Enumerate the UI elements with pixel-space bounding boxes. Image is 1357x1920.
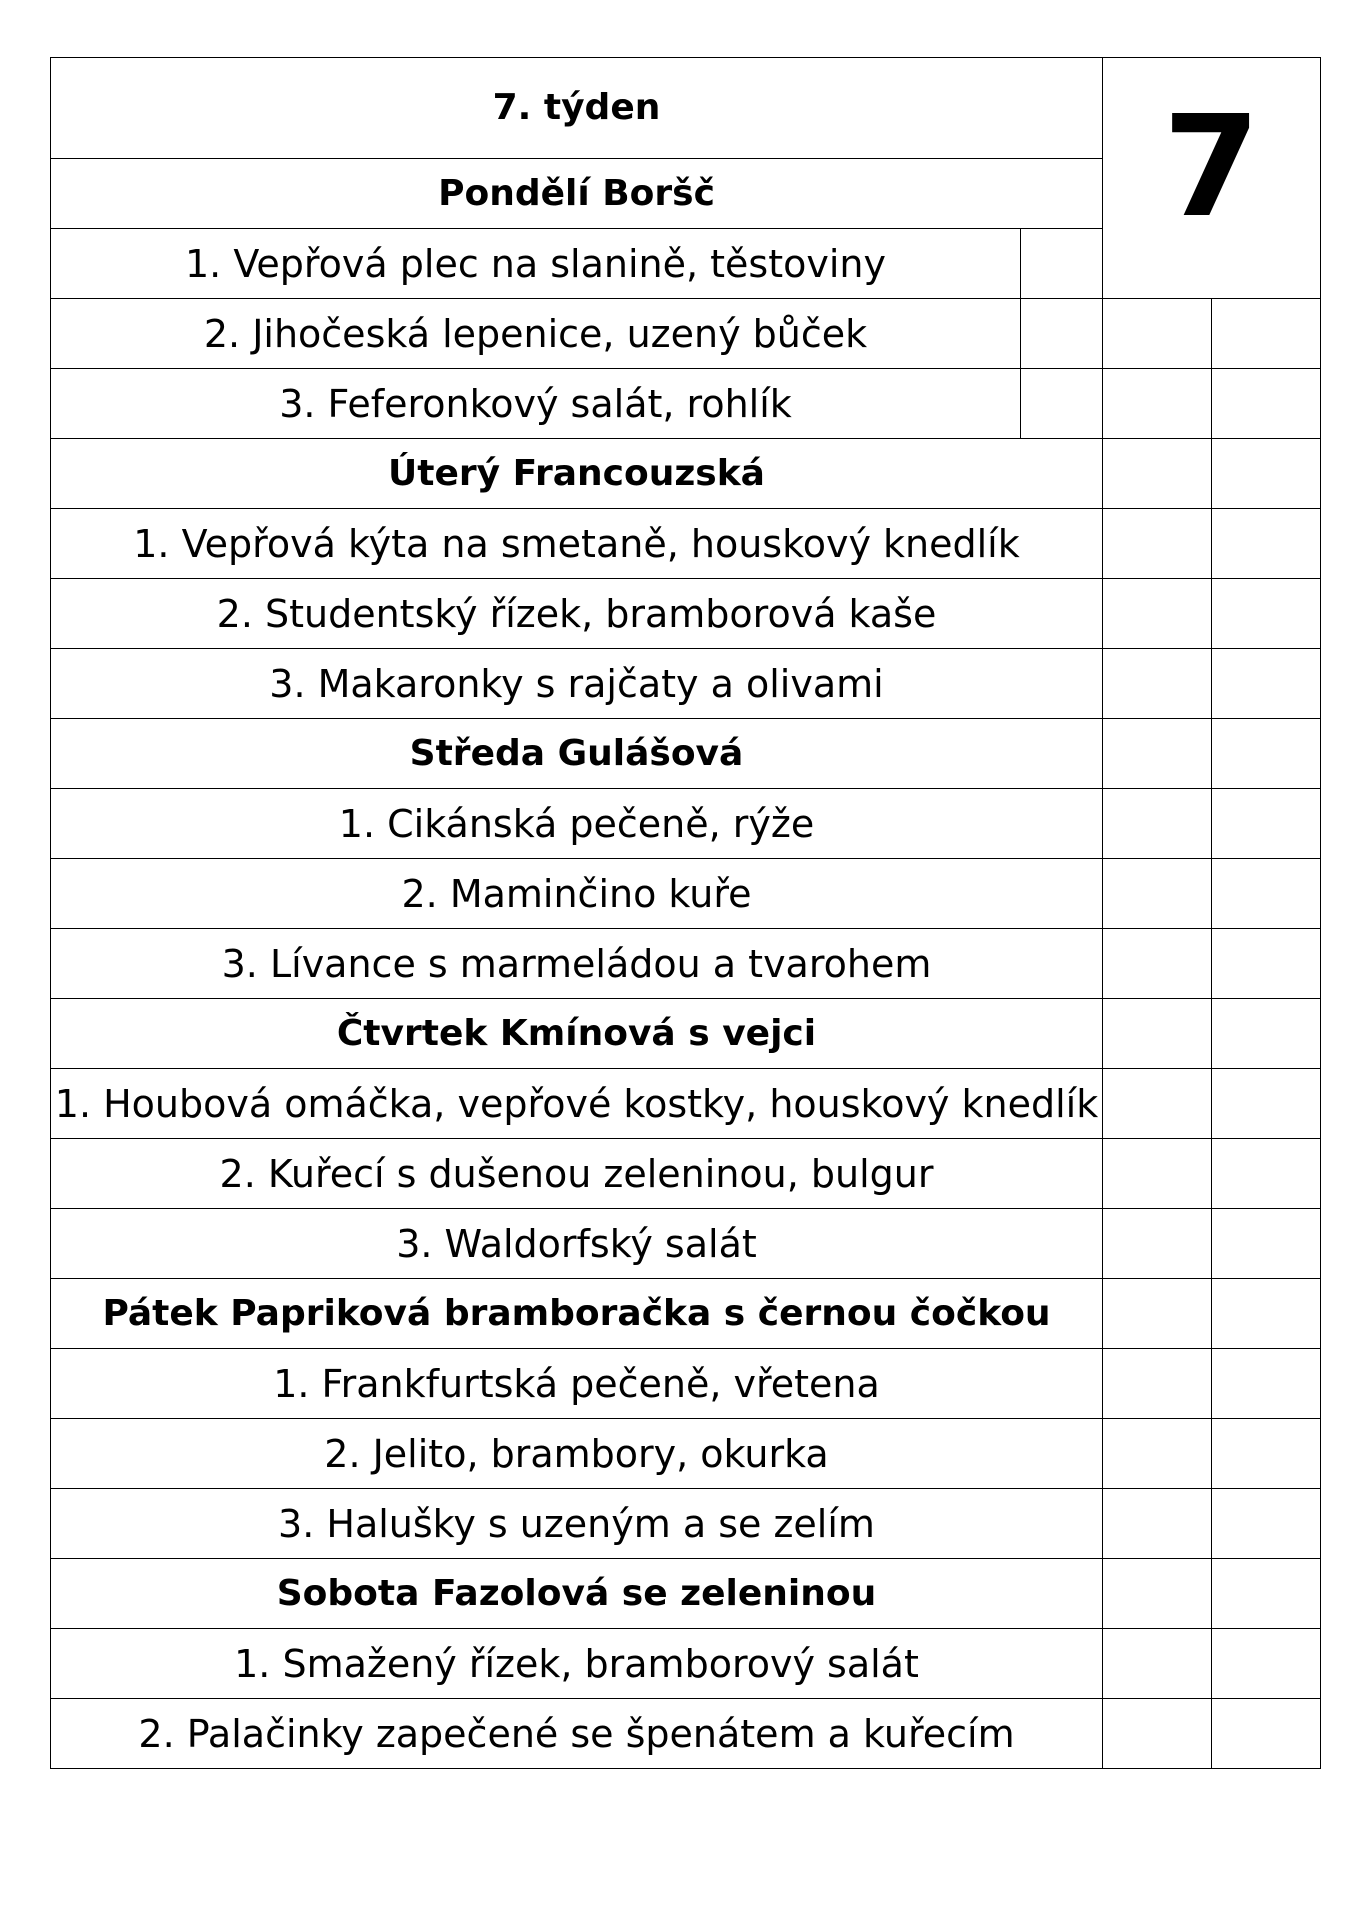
check-cell [1103,1699,1212,1769]
meal-row [51,1139,1321,1209]
week-number-box: 7 [1103,58,1321,299]
day-heading: Sobota Fazolová se zeleninou [51,1559,1103,1629]
check-cell [1212,1699,1321,1769]
day-heading: Středa Gulášová [51,719,1103,789]
check-cell [1103,1489,1212,1559]
meal-item: 2. Kuřecí s dušenou zeleninou, bulgur [51,1139,1103,1209]
meal-item: 1. Cikánská pečeně, rýže [51,789,1103,859]
check-cell [1103,1069,1212,1139]
day-row [51,719,1321,789]
meal-item: 2. Jihočeská lepenice, uzený bůček [51,299,1021,369]
meal-row [51,579,1321,649]
check-cell [1103,1559,1212,1629]
check-cell [1212,859,1321,929]
meal-item: 2. Palačinky zapečené se špenátem a kuřecím [51,1699,1103,1769]
day-heading: Pátek Papriková bramboračka s černou čočkou [51,1279,1103,1349]
check-cell [1212,369,1321,439]
meal-item: 3. Makaronky s rajčaty a olivami [51,649,1103,719]
check-cell [1212,1069,1321,1139]
meal-item: 1. Vepřová plec na slanině, těstoviny [51,229,1021,299]
meal-item: 2. Maminčino kuře [51,859,1103,929]
title-row [51,58,1321,159]
meal-item: 3. Halušky s uzeným a se zelím [51,1489,1103,1559]
meal-row [51,929,1321,999]
meal-item: 3. Waldorfský salát [51,1209,1103,1279]
check-cell [1212,789,1321,859]
check-cell [1212,1209,1321,1279]
check-cell [1212,719,1321,789]
check-cell [1103,789,1212,859]
check-cell [1021,299,1103,369]
meal-row [51,1349,1321,1419]
meal-row [51,1489,1321,1559]
check-cell [1103,859,1212,929]
meal-item: 2. Jelito, brambory, okurka [51,1419,1103,1489]
check-cell [1212,1139,1321,1209]
check-cell [1103,649,1212,719]
meal-row [51,1209,1321,1279]
menu-body [51,58,1321,1769]
check-cell [1021,229,1103,299]
day-heading: Pondělí Boršč [51,159,1103,229]
meal-row [51,859,1321,929]
check-cell [1021,369,1103,439]
check-cell [1103,439,1212,509]
check-cell [1103,369,1212,439]
check-cell [1103,999,1212,1069]
meal-row [51,1699,1321,1769]
check-cell [1103,1209,1212,1279]
meal-item: 1. Vepřová kýta na smetaně, houskový knedlík [51,509,1103,579]
check-cell [1103,719,1212,789]
check-cell [1212,649,1321,719]
check-cell [1212,1419,1321,1489]
day-row [51,999,1321,1069]
check-cell [1103,579,1212,649]
meal-row [51,1629,1321,1699]
week-title: 7. týden [51,58,1103,159]
meal-row [51,789,1321,859]
weekly-menu-table [50,57,1321,1769]
meal-row [51,369,1321,439]
meal-item: 2. Studentský řízek, bramborová kaše [51,579,1103,649]
meal-row [51,649,1321,719]
check-cell [1103,509,1212,579]
meal-item: 3. Feferonkový salát, rohlík [51,369,1021,439]
day-row [51,1279,1321,1349]
check-cell [1212,299,1321,369]
check-cell [1212,439,1321,509]
check-cell [1103,929,1212,999]
check-cell [1212,1489,1321,1559]
check-cell [1212,1559,1321,1629]
check-cell [1212,1279,1321,1349]
day-heading: Čtvrtek Kmínová s vejci [51,999,1103,1069]
meal-row [51,299,1321,369]
check-cell [1103,1419,1212,1489]
meal-item: 3. Lívance s marmeládou a tvarohem [51,929,1103,999]
meal-row [51,1419,1321,1489]
check-cell [1212,1349,1321,1419]
check-cell [1103,1279,1212,1349]
check-cell [1212,579,1321,649]
check-cell [1103,299,1212,369]
meal-item: 1. Houbová omáčka, vepřové kostky, houskový knedlík [51,1069,1103,1139]
day-heading: Úterý Francouzská [51,439,1103,509]
day-row [51,439,1321,509]
check-cell [1212,999,1321,1069]
meal-row [51,1069,1321,1139]
check-cell [1103,1139,1212,1209]
meal-item: 1. Smažený řízek, bramborový salát [51,1629,1103,1699]
check-cell [1212,929,1321,999]
check-cell [1212,1629,1321,1699]
check-cell [1212,509,1321,579]
check-cell [1103,1629,1212,1699]
meal-item: 1. Frankfurtská pečeně, vřetena [51,1349,1103,1419]
day-row [51,1559,1321,1629]
meal-row [51,509,1321,579]
check-cell [1103,1349,1212,1419]
